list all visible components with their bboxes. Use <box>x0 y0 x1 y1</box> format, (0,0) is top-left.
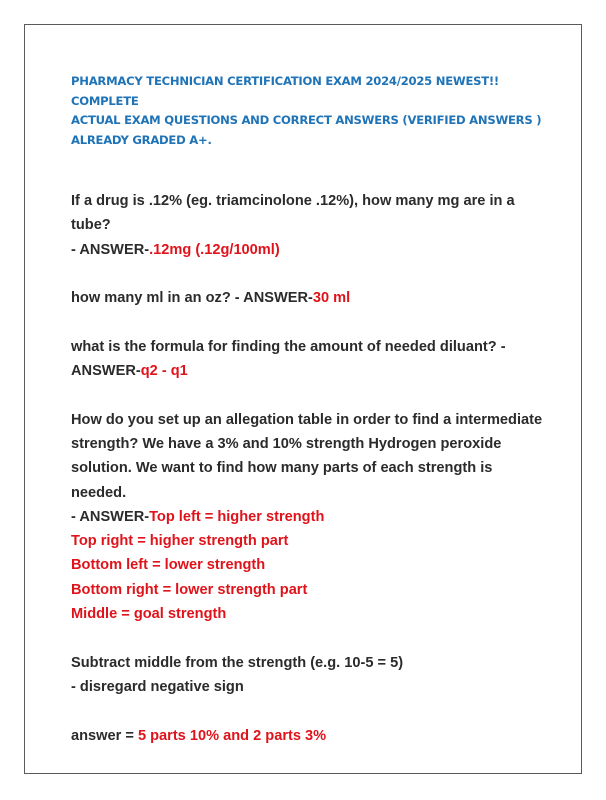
title-line-2: ACTUAL EXAM QUESTIONS AND CORRECT ANSWERS (VERIFIED ANSWERS ) <box>71 113 542 127</box>
answer-text: Middle = goal strength <box>71 606 227 623</box>
qa-item-1 <box>71 189 551 262</box>
answer-prefix: answer = <box>71 727 138 744</box>
answer-text: .12mg (.12g/100ml) <box>149 241 280 258</box>
question-text: how many ml in an oz? - ANSWER- <box>71 290 313 307</box>
answer-text: Bottom left = lower strength <box>71 557 266 574</box>
answer-text: q2 - q1 <box>140 363 188 380</box>
note-text: Subtract middle from the strength (e.g. 10-5 = 5) <box>71 654 404 671</box>
answer-line <box>71 238 551 262</box>
answer-line <box>71 286 551 310</box>
answer-prefix: ANSWER- <box>71 363 141 380</box>
qa-content <box>71 189 551 748</box>
answer-line <box>71 505 551 529</box>
question-text: If a drug is .12% (eg. triamcinolone .12%), how many mg are in a tube? <box>71 193 515 234</box>
answer-text: 30 ml <box>312 290 351 307</box>
document-title <box>71 72 551 150</box>
question-text: How do you set up an allegation table in order to find a intermediate <box>71 411 543 428</box>
qa-item-3 <box>71 335 551 384</box>
answer-text: Top left = higher strength <box>149 508 325 525</box>
note-block <box>71 651 551 700</box>
question-text: solution. We want to find how many parts of each strength is needed. <box>71 460 493 501</box>
answer-text: Bottom right = lower strength part <box>71 581 308 598</box>
answer-line <box>71 724 551 748</box>
answer-prefix: - ANSWER- <box>71 241 150 258</box>
final-answer <box>71 724 551 748</box>
answer-line <box>71 359 551 383</box>
title-line-3: ALREADY GRADED A+. <box>71 132 212 147</box>
question-text: strength? We have a 3% and 10% strength Hydrogen peroxide <box>71 435 502 452</box>
note-text: - disregard negative sign <box>71 678 244 695</box>
answer-text: Top right = higher strength part <box>71 533 289 550</box>
qa-item-4 <box>71 408 551 627</box>
qa-item-2 <box>71 286 551 310</box>
answer-prefix: - ANSWER- <box>71 508 150 525</box>
title-line-1: PHARMACY TECHNICIAN CERTIFICATION EXAM 2024/2025 NEWEST!! COMPLETE <box>71 74 499 108</box>
question-text: what is the formula for finding the amount of needed diluant? - <box>71 338 506 355</box>
answer-text: 5 parts 10% and 2 parts 3% <box>137 727 327 744</box>
